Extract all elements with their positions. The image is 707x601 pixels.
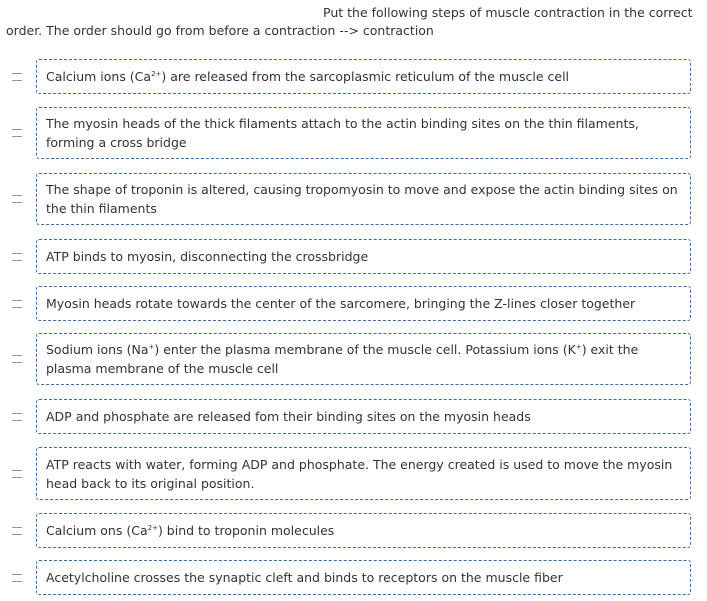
drag-handle-bars [12,355,22,363]
sortable-item-text [46,407,531,426]
drag-handle-bars [12,300,22,308]
item-superscript: + [148,342,155,351]
item-superscript: 2+ [151,69,162,78]
item-text-part: Calcium ons (Ca [46,523,148,538]
sortable-item-box[interactable] [36,59,691,94]
sortable-item-text [46,67,569,86]
sortable-item[interactable] [0,560,707,595]
sortable-item-text [46,455,682,493]
sortable-item[interactable] [0,239,707,274]
sortable-item[interactable] [0,286,707,321]
sortable-item[interactable] [0,399,707,434]
sortable-item-box[interactable] [36,286,691,321]
item-text-part: The shape of troponin is altered, causing tropomyosin to move and expose the actin binding sites on the thin filaments [46,182,678,216]
sortable-item-text [46,340,682,378]
prompt-line-2: order. The order should go from before a contraction --> contraction [6,23,434,38]
sortable-item-text [46,180,682,218]
sortable-item-text [46,521,334,540]
sortable-item[interactable] [0,447,707,500]
sortable-item-box[interactable] [36,399,691,434]
item-text-part: The myosin heads of the thick filaments attach to the actin binding sites on the thin filaments, forming a cross bridge [46,116,639,150]
sortable-item[interactable] [0,333,707,385]
item-text-part: ) enter the plasma membrane of the muscle cell. Potassium ions (K [154,342,576,357]
item-text-part: ) are released from the sarcoplasmic reticulum of the muscle cell [161,69,570,84]
sortable-item[interactable] [0,59,707,94]
drag-handle-icon[interactable] [10,173,24,225]
drag-handle-icon[interactable] [10,59,24,94]
sortable-item-text [46,294,635,313]
item-text-part: ATP binds to myosin, disconnecting the crossbridge [46,249,369,264]
question-prompt [0,4,707,40]
item-text-part: Calcium ions (Ca [46,69,152,84]
drag-handle-bars [12,470,22,478]
item-text-part: ) exit the plasma membrane of the muscle cell [46,342,639,376]
drag-handle-bars [12,129,22,137]
sortable-item-text [46,247,368,266]
drag-handle-icon[interactable] [10,333,24,385]
drag-handle-icon[interactable] [10,560,24,595]
drag-handle-icon[interactable] [10,286,24,321]
drag-handle-bars [12,73,22,81]
drag-handle-bars [12,253,22,261]
item-text-part: Myosin heads rotate towards the center of the sarcomere, bringing the Z-lines closer together [46,296,636,311]
drag-handle-icon[interactable] [10,447,24,500]
prompt-line-1: Put the following steps of muscle contraction in the correct [323,5,693,20]
item-superscript: + [575,342,582,351]
sortable-item-text [46,114,682,152]
item-text-part: ) bind to troponin molecules [157,523,335,538]
drag-handle-icon[interactable] [10,399,24,434]
sortable-item-box[interactable] [36,560,691,595]
drag-handle-bars [12,195,22,203]
sortable-item-text [46,568,563,587]
drag-handle-icon[interactable] [10,513,24,548]
item-superscript: 2+ [147,523,158,532]
sortable-item-box[interactable] [36,173,691,225]
drag-handle-bars [12,413,22,421]
sortable-item-box[interactable] [36,447,691,500]
sortable-item-box[interactable] [36,513,691,548]
sortable-item[interactable] [0,173,707,225]
drag-handle-icon[interactable] [10,239,24,274]
sortable-item-box[interactable] [36,239,691,274]
drag-handle-bars [12,527,22,535]
sortable-item[interactable] [0,513,707,548]
item-text-part: ADP and phosphate are released fom their binding sites on the myosin heads [46,409,531,424]
sortable-item[interactable] [0,107,707,159]
item-text-part: ATP reacts with water, forming ADP and phosphate. The energy created is used to move the myosin head back to its original position. [46,456,673,491]
sortable-item-box[interactable] [36,333,691,385]
item-text-part: Acetylcholine crosses the synaptic cleft and binds to receptors on the muscle fiber [46,570,563,585]
drag-handle-icon[interactable] [10,107,24,159]
drag-handle-bars [12,574,22,582]
sortable-item-box[interactable] [36,107,691,159]
item-text-part: Sodium ions (Na [46,342,149,357]
